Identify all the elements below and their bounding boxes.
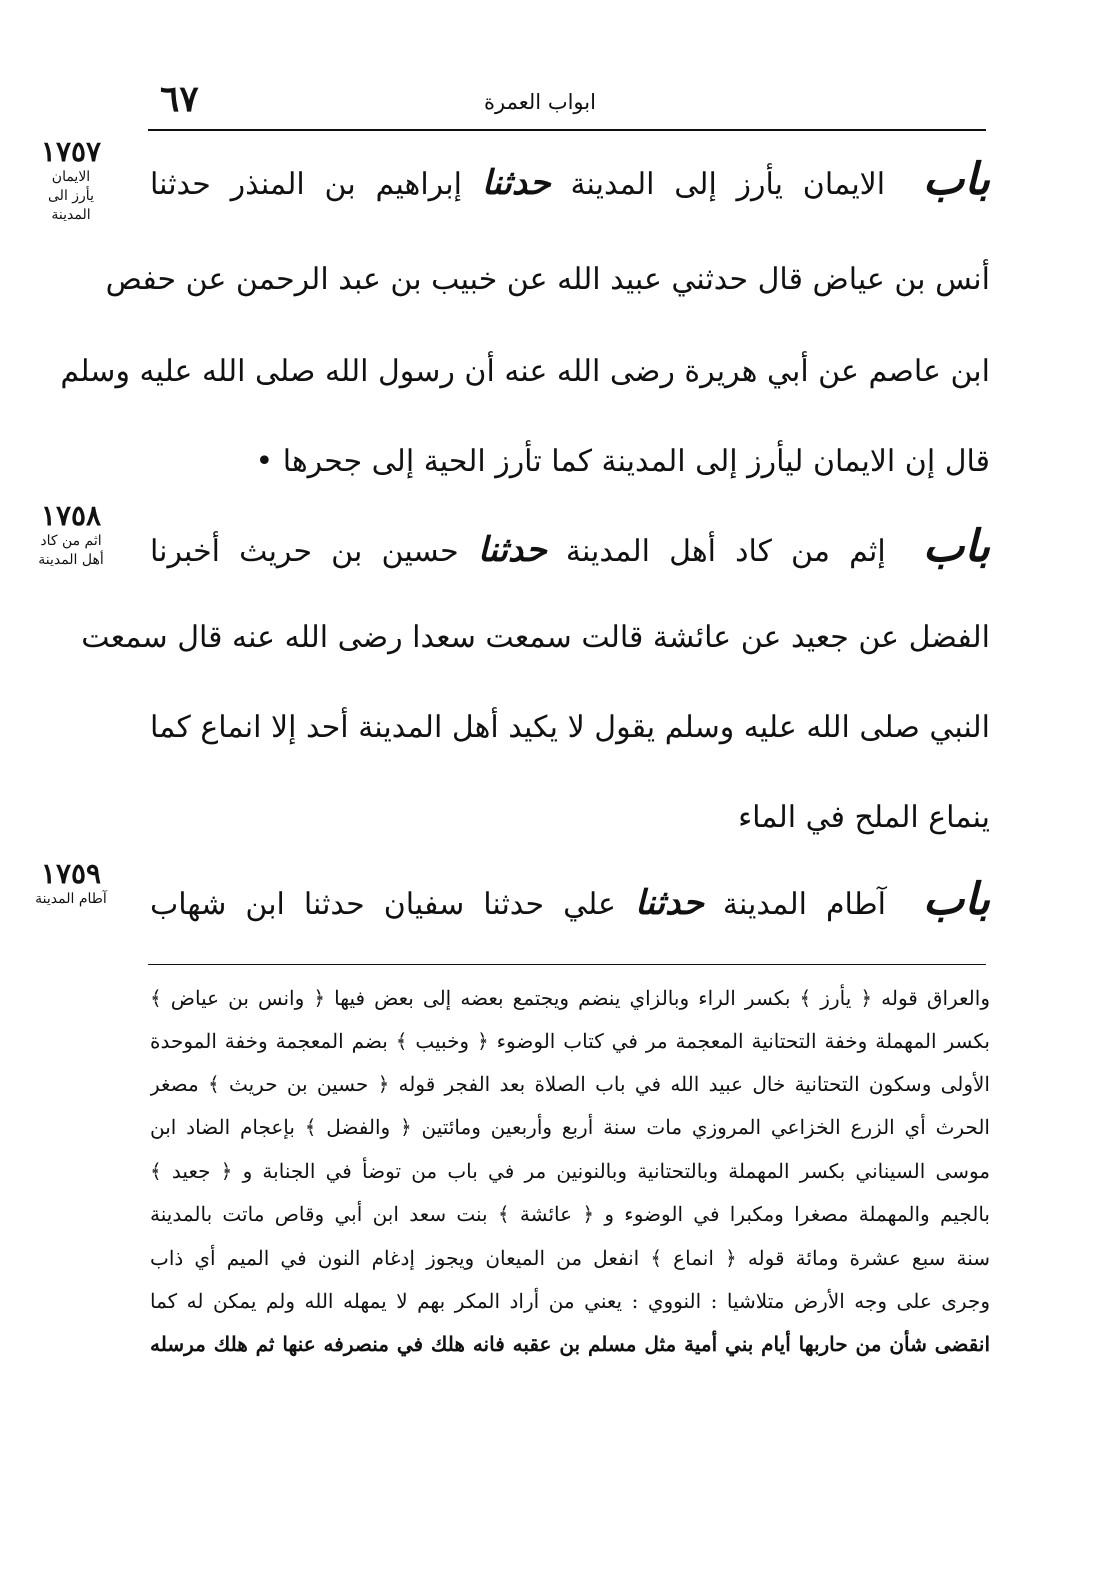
margin-title: الايمان bbox=[51, 169, 91, 185]
margin-note-1757 bbox=[14, 136, 128, 225]
footnote-line: موسى السيناني بكسر المهملة وبالتحتانية وبالنونين مر في باب من توضأ في الجنابة و ﴿ جعيد ﴾ bbox=[150, 1159, 990, 1183]
footnote-line: انقضى شأن من حاربها أيام بني أمية مثل مسلم بن عقبه فانه هلك في منصرفه عنها ثم هلك مرسله bbox=[150, 1332, 990, 1356]
footnote-line: بكسر المهملة وخفة التحتانية المعجمة مر في كتاب الوضوء ﴿ وخبيب ﴾ بضم المعجمة وخفة الموحدة bbox=[150, 1029, 990, 1053]
footnote-rule bbox=[148, 964, 986, 965]
margin-title: المدينة bbox=[51, 207, 91, 223]
margin-title: آطام المدينة bbox=[35, 891, 107, 907]
hadith-number: ١٧٥٧ bbox=[40, 135, 102, 168]
margin-title: يأرز الى bbox=[48, 188, 94, 204]
bab-heading: باب bbox=[922, 521, 990, 572]
bab-heading: باب bbox=[922, 154, 990, 205]
running-head: ابواب العمرة bbox=[484, 90, 596, 114]
text-line bbox=[150, 515, 990, 579]
hadith-number: ١٧٥٩ bbox=[40, 857, 102, 890]
footnote-line: الحرث أي الزرع الخزاعي المروزي مات سنة أربع وأربعين ومائتين ﴿ والفضل ﴾ بإعجام الضاد ابن bbox=[150, 1115, 990, 1139]
footnote-line: الأولى وسكون التحتانية خال عبيد الله في باب الصلاة بعد الفجر قوله ﴿ حسين بن حريث ﴾ مصغر bbox=[150, 1072, 990, 1096]
haddathana-mark: حدثنا bbox=[481, 163, 551, 203]
footnote-line: بالجيم والمهملة مصغرا ومكبرا في الوضوء و ﴿ عائشة ﴾ بنت سعد ابن أبي وقاص ماتت بالمدينة bbox=[150, 1202, 990, 1226]
page-number: ٦٧ bbox=[160, 78, 199, 120]
text-line: أنس بن عياض قال حدثني عبيد الله عن خبيب بن عبد الرحمن عن حفص bbox=[105, 262, 990, 297]
margin-note-1759 bbox=[14, 858, 128, 909]
hadith-number: ١٧٥٨ bbox=[40, 499, 102, 532]
bab-heading: باب bbox=[922, 874, 990, 925]
margin-note-1758 bbox=[14, 500, 128, 570]
text-line bbox=[150, 148, 990, 212]
footnote-line: وجرى على وجه الأرض متلاشيا : النووي : يعني من أراد المكر بهم لا يمهله الله ولم يمكن له كما bbox=[150, 1289, 990, 1313]
margin-title: أهل المدينة bbox=[38, 552, 104, 568]
narrator-chain: علي حدثنا سفيان حدثنا ابن شهاب bbox=[150, 887, 616, 922]
narrator-chain: حسين بن حريث أخبرنا bbox=[150, 534, 459, 569]
header-rule bbox=[148, 129, 986, 131]
text-line: الفضل عن جعيد عن عائشة قالت سمعت سعدا رضى الله عنه قال سمعت bbox=[81, 620, 990, 655]
chapter-title: إثم من كاد أهل المدينة bbox=[565, 534, 886, 569]
chapter-title: آطام المدينة bbox=[722, 887, 886, 922]
haddathana-mark: حدثنا bbox=[634, 883, 704, 923]
text-line bbox=[150, 868, 990, 932]
narrator-chain: إبراهيم بن المنذر حدثنا bbox=[150, 167, 462, 202]
text-line: ابن عاصم عن أبي هريرة رضى الله عنه أن رسول الله صلى الله عليه وسلم bbox=[60, 354, 990, 389]
text-line: النبي صلى الله عليه وسلم يقول لا يكيد أهل المدينة أحد إلا انماع كما bbox=[150, 710, 990, 745]
margin-title: اثم من كاد bbox=[40, 533, 102, 549]
text-line: ينماع الملح في الماء bbox=[738, 800, 990, 835]
footnote-line: سنة سبع عشرة ومائة قوله ﴿ انماع ﴾ انفعل من الميعان ويجوز إدغام النون في الميم أي ذاب bbox=[150, 1246, 990, 1270]
text-line: قال إن الايمان ليأرز إلى المدينة كما تأرز الحية إلى جحرها • bbox=[255, 444, 990, 479]
chapter-title: الايمان يأرز إلى المدينة bbox=[570, 167, 886, 202]
haddathana-mark: حدثنا bbox=[477, 530, 547, 570]
footnote-line: والعراق قوله ﴿ يأرز ﴾ بكسر الراء وبالزاي ينضم ويجتمع بعضه إلى بعض فيها ﴿ وانس بن عياض ﴾ bbox=[150, 986, 990, 1010]
